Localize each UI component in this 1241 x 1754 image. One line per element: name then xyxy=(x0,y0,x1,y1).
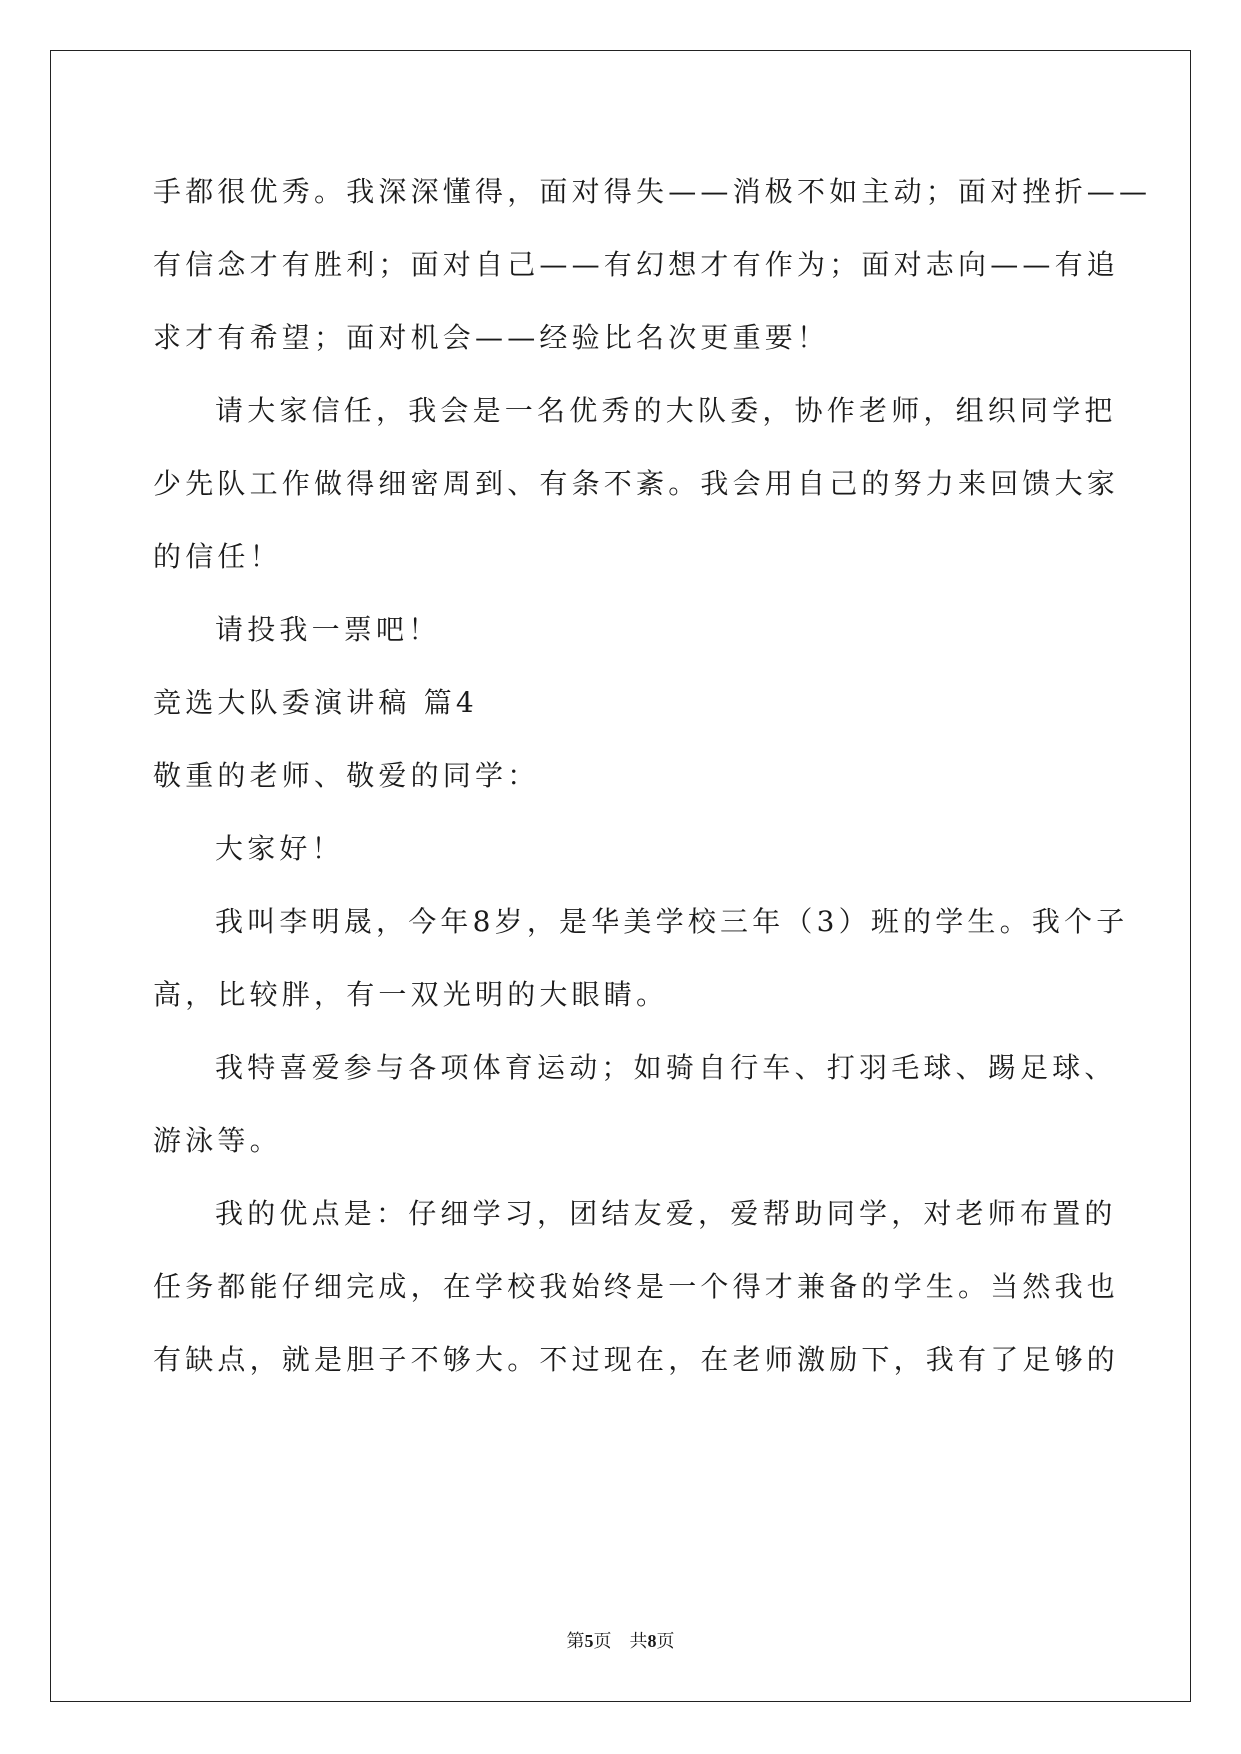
paragraph-line: 我的优点是：仔细学习，团结友爱，爱帮助同学，对老师布置的 xyxy=(215,1197,1117,1230)
footer-middle: 页 共 xyxy=(593,1631,648,1651)
salutation: 敬重的老师、敬爱的同学： xyxy=(153,759,540,792)
footer-suffix: 页 xyxy=(656,1631,675,1651)
paragraph-line: 我叫李明晟，今年8岁，是华美学校三年（3）班的学生。我个子 xyxy=(215,905,1129,938)
current-page-number: 5 xyxy=(584,1631,594,1651)
paragraph-line: 我特喜爱参与各项体育运动；如骑自行车、打羽毛球、踢足球、 xyxy=(215,1051,1117,1084)
paragraph-line: 请大家信任，我会是一名优秀的大队委，协作老师，组织同学把 xyxy=(215,394,1117,427)
page-footer xyxy=(0,1627,1241,1653)
section-heading: 竞选大队委演讲稿 篇4 xyxy=(153,686,478,719)
footer-prefix: 第 xyxy=(566,1631,585,1651)
paragraph-line: 游泳等。 xyxy=(153,1124,282,1157)
paragraph-line: 有缺点，就是胆子不够大。不过现在，在老师激励下，我有了足够的 xyxy=(153,1343,1120,1376)
paragraph-line: 有信念才有胜利；面对自己——有幻想才有作为；面对志向——有追 xyxy=(153,248,1120,281)
paragraph-line: 求才有希望；面对机会——经验比名次更重要！ xyxy=(153,321,830,354)
paragraph-line: 任务都能仔细完成，在学校我始终是一个得才兼备的学生。当然我也 xyxy=(153,1270,1120,1303)
paragraph-line: 高，比较胖，有一双光明的大眼睛。 xyxy=(153,978,669,1011)
total-page-number: 8 xyxy=(647,1631,657,1651)
greeting: 大家好！ xyxy=(215,832,344,865)
paragraph-line: 请投我一票吧！ xyxy=(215,613,441,646)
document-body xyxy=(153,155,1152,1396)
paragraph-line: 少先队工作做得细密周到、有条不紊。我会用自己的努力来回馈大家 xyxy=(153,467,1120,500)
paragraph-line: 的信任！ xyxy=(153,540,282,573)
paragraph-line: 手都很优秀。我深深懂得，面对得失——消极不如主动；面对挫折—— xyxy=(153,175,1152,208)
